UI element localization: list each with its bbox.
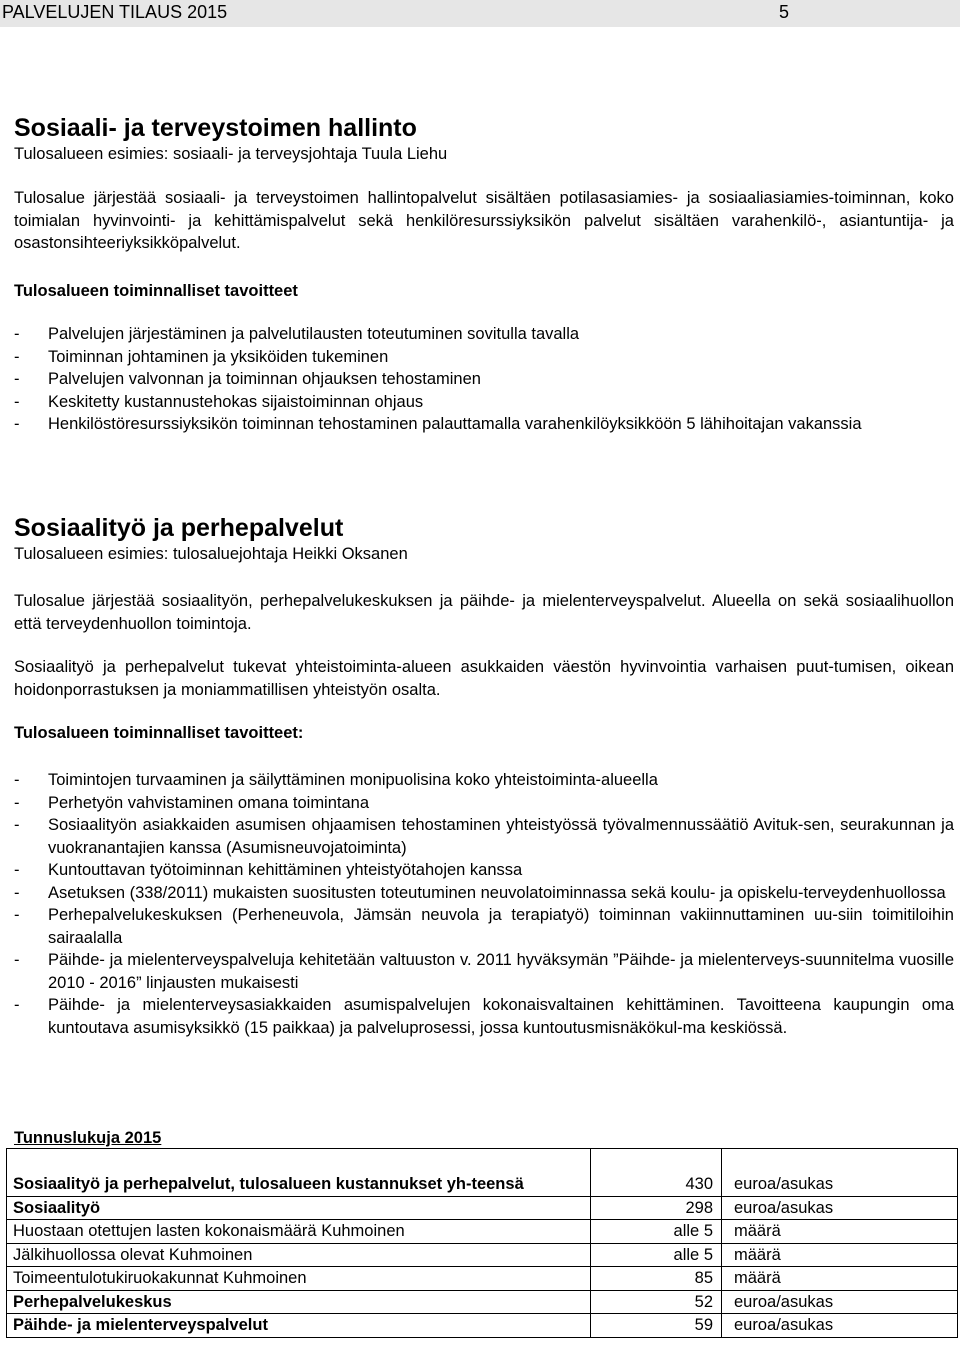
kpi-value: alle 5 bbox=[591, 1220, 722, 1244]
kpi-label: Toimeentulotukiruokakunnat Kuhmoinen bbox=[7, 1267, 591, 1291]
section2-goals-heading: Tulosalueen toiminnalliset tavoitteet: bbox=[14, 724, 304, 742]
table-row bbox=[7, 1314, 958, 1338]
kpi-unit: määrä bbox=[722, 1267, 958, 1291]
list-item: - Palvelujen järjestäminen ja palvelutilausten toteutuminen sovitulla tavalla bbox=[14, 325, 580, 343]
list-item: - Sosiaalityön asiakkaiden asumisen ohjaamisen tehostaminen yhteistyössä työvalmennussäätiö Avituk-sen, seurakunnan ja vuokranantajien kanssa (Asumisneuvojatoiminta) bbox=[14, 816, 954, 857]
list-item: - Päihde- ja mielenterveyspalveluja kehitetään valtuuston v. 2011 hyväksymän ”Päihde- ja mielenterveys-suunnitelma vuosille 2010 - 2016” linjausten mukaisesti bbox=[14, 951, 954, 992]
kpi-value: 52 bbox=[591, 1290, 722, 1314]
kpi-unit: euroa/asukas bbox=[722, 1149, 958, 1197]
list-item: - Keskitetty kustannustehokas sijaistoiminnan ohjaus bbox=[14, 392, 424, 411]
section1-paragraph: Tulosalue järjestää sosiaali- ja terveystoimen hallintopalvelut sisältäen potilasasiamies- ja sosiaaliasiamies-toiminnan, koko toimialan hyvinvointi- ja kehittämispalvelut sekä henkilöresurssiyksikön palvelut sisältäen varahenkilö-, asiantuntija- ja osastonsihteeriyksikköpalvelut. bbox=[14, 189, 954, 252]
list-item: - Palvelujen valvonnan ja toiminnan ohjauksen tehostaminen bbox=[14, 370, 481, 388]
table-row bbox=[7, 1290, 958, 1314]
kpi-label: Perhepalvelukeskus bbox=[7, 1290, 591, 1314]
list-item: - Perhetyön vahvistaminen omana toimintana bbox=[14, 793, 370, 812]
header-title: PALVELUJEN TILAUS 2015 bbox=[2, 2, 228, 22]
section1-manager: Tulosalueen esimies: sosiaali- ja terveysjohtaja Tuula Liehu bbox=[14, 145, 448, 163]
kpi-value: alle 5 bbox=[591, 1243, 722, 1267]
page-header bbox=[0, 0, 960, 27]
kpi-label: Sosiaalityö ja perhepalvelut, tulosalueen kustannukset yh-teensä bbox=[7, 1149, 591, 1197]
kpi-unit: euroa/asukas bbox=[722, 1290, 958, 1314]
kpi-unit: euroa/asukas bbox=[722, 1314, 958, 1338]
kpi-label: Sosiaalityö bbox=[7, 1196, 591, 1220]
section2-title: Sosiaalityö ja perhepalvelut bbox=[14, 514, 344, 542]
list-item: - Päihde- ja mielenterveysasiakkaiden asumispalvelujen kokonaisvaltainen kehittäminen. Tavoitteena kaupungin oma kuntoutava asumisyksikkö (15 paikkaa) ja palveluprosessi, jossa kuntoutusmisnäkökul-ma keskiössä. bbox=[14, 996, 954, 1037]
kpi-unit: euroa/asukas bbox=[722, 1196, 958, 1220]
page-number: 5 bbox=[779, 2, 790, 22]
kpi-value: 298 bbox=[591, 1196, 722, 1220]
list-item: - Asetuksen (338/2011) mukaisten suositusten toteutuminen neuvolatoiminnassa sekä koulu- ja opiskelu-terveydenhuollossa bbox=[14, 883, 946, 902]
table-row bbox=[7, 1149, 958, 1197]
kpi-label: Päihde- ja mielenterveyspalvelut bbox=[7, 1314, 591, 1338]
list-item: - Toiminnan johtaminen ja yksiköiden tukeminen bbox=[14, 347, 389, 366]
list-item: - Henkilöstöresurssiyksikön toiminnan tehostaminen palauttamalla varahenkilöyksikköön 5 lähihoitajan vakanssia bbox=[14, 415, 862, 433]
section1-goals-heading: Tulosalueen toiminnalliset tavoitteet bbox=[14, 282, 298, 300]
section2-paragraph-2: Sosiaalityö ja perhepalvelut tukevat yhteistoiminta-alueen asukkaiden väestön hyvinvointia varhaisen puut-tumisen, oikean hoidonporrastuksen ja moniammatillisen yhteistyön osalta. bbox=[14, 658, 954, 699]
list-item: - Perhepalvelukeskuksen (Perheneuvola, Jämsän neuvola ja terapiatyö) toiminnan vakiinnuttaminen uu-siin toimitiloihin sairaalalla bbox=[14, 906, 954, 947]
section2-paragraph-1: Tulosalue järjestää sosiaalityön, perhepalvelukeskuksen ja päihde- ja mielenterveyspalvelut. Alueella on sekä sosiaalihuollon että terveydenhuollon toimintoja. bbox=[14, 592, 954, 633]
kpi-value: 85 bbox=[591, 1267, 722, 1291]
section1-goals-list bbox=[14, 323, 954, 436]
kpi-value: 430 bbox=[591, 1149, 722, 1197]
table-row bbox=[7, 1220, 958, 1244]
table-row bbox=[7, 1196, 958, 1220]
table-row bbox=[7, 1267, 958, 1291]
kpi-heading: Tunnuslukuja 2015 bbox=[14, 1129, 162, 1147]
kpi-unit: määrä bbox=[722, 1243, 958, 1267]
kpi-label: Jälkihuollossa olevat Kuhmoinen bbox=[7, 1243, 591, 1267]
section1-title: Sosiaali- ja terveystoimen hallinto bbox=[14, 114, 417, 142]
section2-goals-list bbox=[14, 769, 954, 1039]
table-row bbox=[7, 1243, 958, 1267]
kpi-label: Huostaan otettujen lasten kokonaismäärä Kuhmoinen bbox=[7, 1220, 591, 1244]
kpi-table bbox=[6, 1148, 958, 1338]
section2-manager: Tulosalueen esimies: tulosaluejohtaja Heikki Oksanen bbox=[14, 545, 408, 563]
kpi-unit: määrä bbox=[722, 1220, 958, 1244]
list-item: - Kuntouttavan työtoiminnan kehittäminen yhteistyötahojen kanssa bbox=[14, 861, 523, 879]
kpi-value: 59 bbox=[591, 1314, 722, 1338]
list-item: - Toimintojen turvaaminen ja säilyttäminen monipuolisina koko yhteistoiminta-alueella bbox=[14, 771, 658, 789]
